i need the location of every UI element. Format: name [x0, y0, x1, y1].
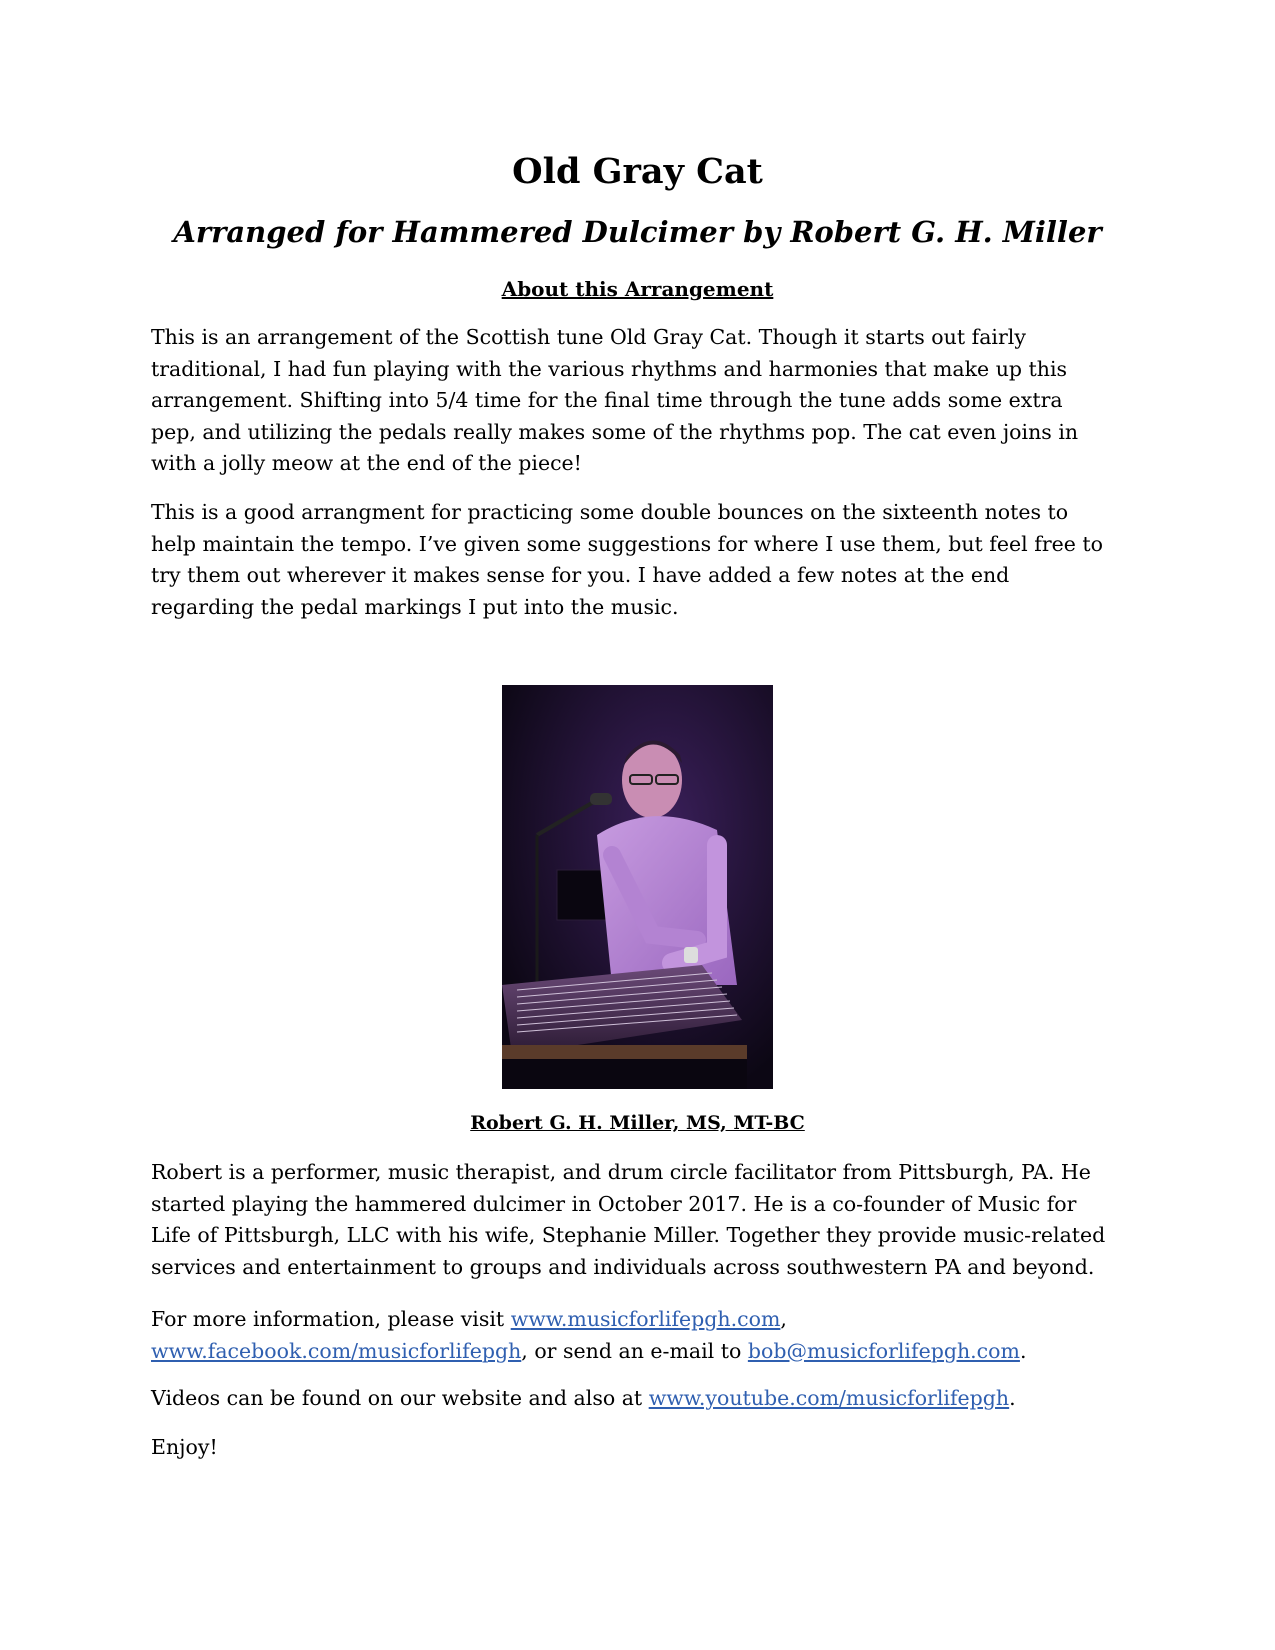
paragraph-line: arrangement. Shifting into 5/4 time for the final time through the tune adds some extra	[151, 388, 1063, 412]
email-link[interactable]: bob@musicforlifepgh.com	[747, 1338, 1020, 1363]
more-info-paragraph	[151, 1304, 1141, 1367]
about-heading: About this Arrangement	[501, 277, 774, 301]
paragraph-line: help maintain the tempo. I’ve given some suggestions for where I use them, but feel free to	[151, 531, 1103, 556]
paragraph-line: try them out wherever it makes sense for you. I have added a few notes at the end	[151, 563, 1010, 587]
videos-paragraph	[151, 1383, 1141, 1415]
paragraph-line: Life of Pittsburgh, LLC with his wife, Stephanie Miller. Together they provide music-related	[151, 1223, 1106, 1247]
paragraph-line	[151, 1336, 1141, 1368]
performer-photo	[502, 685, 773, 1089]
videos-end: .	[1009, 1386, 1016, 1410]
document-subtitle: Arranged for Hammered Dulcimer by Robert G. H. Miller	[173, 215, 1102, 249]
paragraph-line: regarding the pedal markings I put into the music.	[151, 594, 679, 619]
paragraph-line: Robert is a performer, music therapist, and drum circle facilitator from Pittsburgh, PA. He	[151, 1160, 1091, 1184]
paragraph-line: started playing the hammered dulcimer in October 2017. He is a co-founder of Music for	[151, 1191, 1077, 1216]
more-info-end: .	[1019, 1338, 1027, 1363]
photo-caption: Robert G. H. Miller, MS, MT-BC	[470, 1112, 805, 1134]
website-link[interactable]: www.musicforlifepgh.com	[510, 1307, 781, 1331]
paragraph-line	[151, 1383, 1141, 1415]
closing-text	[151, 1432, 1141, 1464]
paragraph-line: with a jolly meow at the end of the piece!	[151, 451, 582, 475]
document-title: Old Gray Cat	[512, 151, 763, 192]
paragraph-line: services and entertainment to groups and individuals across southwestern PA and beyond.	[151, 1254, 1095, 1279]
bio-paragraph	[151, 1157, 1141, 1283]
about-paragraph-2	[151, 497, 1141, 623]
more-info-prefix: For more information, please visit	[151, 1307, 511, 1331]
paragraph-line: traditional, I had fun playing with the various rhythms and harmonies that make up this	[151, 356, 1068, 381]
paragraph-line: This is an arrangement of the Scottish tune Old Gray Cat. Though it starts out fairly	[151, 325, 1026, 349]
comma: ,	[780, 1307, 787, 1331]
more-info-middle: , or send an e-mail to	[521, 1338, 748, 1363]
about-paragraph-1	[151, 322, 1141, 480]
performer-photo-illustration	[502, 685, 773, 1089]
videos-prefix: Videos can be found on our website and also at	[151, 1386, 649, 1410]
youtube-link[interactable]: www.youtube.com/musicforlifepgh	[648, 1386, 1010, 1410]
paragraph-line: Enjoy!	[151, 1435, 218, 1459]
paragraph-line: pep, and utilizing the pedals really makes some of the rhythms pop. The cat even joins in	[151, 419, 1079, 444]
facebook-link[interactable]: www.facebook.com/musicforlifepgh	[151, 1338, 522, 1363]
paragraph-line: This is a good arrangment for practicing some double bounces on the sixteenth notes to	[151, 500, 1069, 524]
paragraph-line	[151, 1304, 1141, 1336]
